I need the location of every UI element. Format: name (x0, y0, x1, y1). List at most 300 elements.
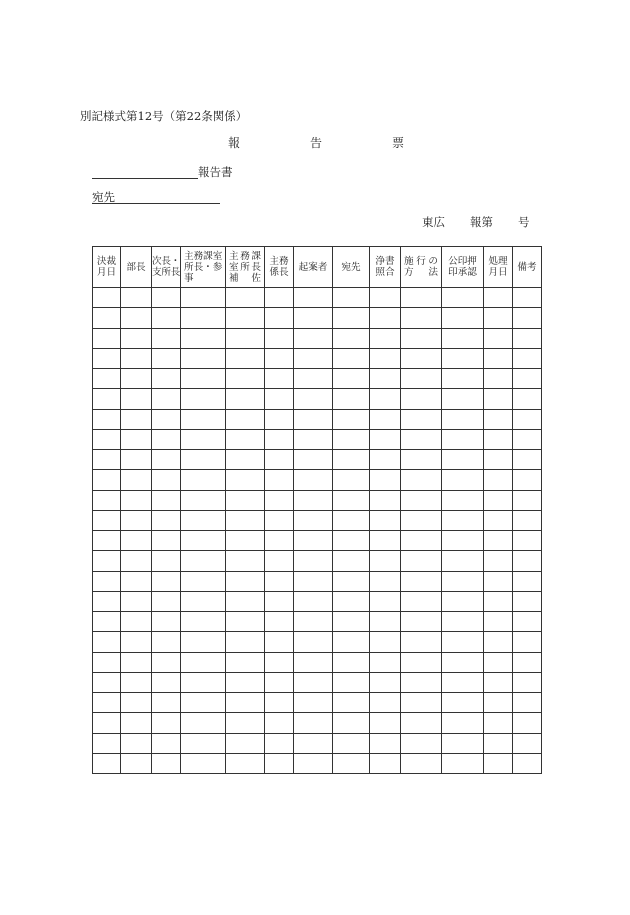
table-cell (181, 713, 226, 733)
table-cell (265, 652, 294, 672)
table-cell (484, 429, 513, 449)
table-row (93, 429, 542, 449)
header-line: 処理 (488, 256, 508, 267)
table-cell (93, 693, 121, 713)
table-row (93, 551, 542, 571)
table-cell (93, 571, 121, 591)
table-cell (484, 693, 513, 713)
table-cell (226, 510, 265, 530)
table-cell (370, 753, 401, 773)
table-cell (401, 409, 442, 429)
table-cell (294, 308, 333, 328)
table-cell (93, 551, 121, 571)
header-line: 宛先 (341, 261, 361, 273)
table-cell (484, 713, 513, 733)
table-cell (513, 672, 542, 692)
table-cell (442, 652, 484, 672)
table-cell (152, 328, 181, 348)
table-cell (265, 348, 294, 368)
table-cell (121, 551, 152, 571)
table-cell (401, 308, 442, 328)
table-cell (442, 369, 484, 389)
table-cell (181, 490, 226, 510)
table-cell (401, 531, 442, 551)
table-cell (294, 612, 333, 632)
table-cell (152, 652, 181, 672)
header-approval-date (93, 247, 121, 288)
table-cell (333, 470, 370, 490)
table-cell (513, 531, 542, 551)
table-cell (93, 429, 121, 449)
table-cell (401, 288, 442, 308)
table-cell (93, 369, 121, 389)
table-cell (226, 328, 265, 348)
table-cell (401, 510, 442, 530)
table-cell (333, 652, 370, 672)
table-cell (121, 429, 152, 449)
table-cell (93, 348, 121, 368)
table-cell (484, 389, 513, 409)
table-cell (93, 652, 121, 672)
table-cell (121, 571, 152, 591)
table-cell (226, 713, 265, 733)
table-cell (226, 348, 265, 368)
table-cell (226, 429, 265, 449)
table-cell (513, 450, 542, 470)
addressee-label: 宛先 (92, 190, 115, 204)
table-cell (442, 612, 484, 632)
table-cell (401, 693, 442, 713)
table-cell (370, 571, 401, 591)
table-cell (401, 591, 442, 611)
table-row (93, 531, 542, 551)
table-cell (121, 328, 152, 348)
approval-table-header (93, 247, 542, 288)
header-line: 方法 (404, 267, 438, 278)
header-line: 部長 (126, 261, 146, 273)
report-label: 報告書 (198, 165, 233, 179)
table-cell (121, 693, 152, 713)
table-cell (513, 470, 542, 490)
table-cell (226, 369, 265, 389)
table-cell (370, 490, 401, 510)
table-cell (93, 531, 121, 551)
table-cell (152, 693, 181, 713)
table-cell (442, 490, 484, 510)
table-cell (226, 612, 265, 632)
table-cell (484, 551, 513, 571)
table-row (93, 753, 542, 773)
table-cell (333, 409, 370, 429)
table-cell (294, 389, 333, 409)
table-cell (401, 369, 442, 389)
table-cell (181, 369, 226, 389)
table-cell (121, 713, 152, 733)
table-cell (333, 753, 370, 773)
table-cell (401, 652, 442, 672)
table-cell (484, 470, 513, 490)
header-remarks (513, 247, 542, 288)
table-cell (401, 348, 442, 368)
table-cell (513, 753, 542, 773)
table-cell (152, 632, 181, 652)
table-cell (442, 348, 484, 368)
table-cell (370, 672, 401, 692)
table-cell (333, 389, 370, 409)
table-cell (370, 429, 401, 449)
table-row (93, 288, 542, 308)
table-cell (226, 450, 265, 470)
table-cell (442, 389, 484, 409)
table-cell (513, 490, 542, 510)
table-cell (401, 571, 442, 591)
table-cell (333, 733, 370, 753)
table-cell (484, 510, 513, 530)
header-line: 所長・参 (184, 261, 223, 273)
table-cell (513, 510, 542, 530)
table-row (93, 450, 542, 470)
table-cell (181, 389, 226, 409)
table-cell (265, 591, 294, 611)
table-cell (265, 369, 294, 389)
table-cell (265, 571, 294, 591)
table-cell (181, 470, 226, 490)
table-cell (484, 733, 513, 753)
table-cell (181, 308, 226, 328)
table-cell (121, 531, 152, 551)
table-cell (152, 429, 181, 449)
table-cell (152, 551, 181, 571)
table-cell (152, 571, 181, 591)
table-cell (513, 551, 542, 571)
table-cell (294, 409, 333, 429)
table-cell (294, 571, 333, 591)
table-cell (152, 713, 181, 733)
table-cell (93, 470, 121, 490)
table-cell (333, 450, 370, 470)
table-cell (294, 450, 333, 470)
document-number-suffix: 号 (518, 215, 530, 229)
table-row (93, 652, 542, 672)
table-cell (333, 288, 370, 308)
table-cell (401, 713, 442, 733)
header-subsection-chief (265, 247, 294, 288)
table-cell (484, 450, 513, 470)
table-row (93, 369, 542, 389)
table-cell (265, 490, 294, 510)
table-cell (370, 551, 401, 571)
table-cell (442, 308, 484, 328)
table-cell (265, 429, 294, 449)
table-cell (181, 693, 226, 713)
table-cell (152, 369, 181, 389)
table-cell (226, 632, 265, 652)
table-cell (442, 672, 484, 692)
table-cell (121, 652, 152, 672)
table-cell (370, 591, 401, 611)
table-cell (442, 733, 484, 753)
table-cell (93, 490, 121, 510)
report-title: 報告票 (228, 136, 475, 150)
table-row (93, 328, 542, 348)
table-cell (401, 632, 442, 652)
table-cell (93, 733, 121, 753)
table-cell (401, 389, 442, 409)
table-cell (401, 490, 442, 510)
table-cell (333, 348, 370, 368)
approval-table-body (93, 288, 542, 774)
table-row (93, 733, 542, 753)
table-cell (333, 551, 370, 571)
table-cell (401, 450, 442, 470)
table-cell (121, 348, 152, 368)
table-cell (513, 713, 542, 733)
table-cell (513, 571, 542, 591)
table-cell (442, 571, 484, 591)
table-cell (513, 632, 542, 652)
table-cell (484, 753, 513, 773)
table-cell (121, 470, 152, 490)
table-cell (265, 470, 294, 490)
table-cell (181, 672, 226, 692)
table-cell (181, 348, 226, 368)
table-cell (93, 753, 121, 773)
table-cell (294, 652, 333, 672)
table-cell (152, 308, 181, 328)
table-cell (294, 753, 333, 773)
table-cell (442, 753, 484, 773)
header-line: 浄書 (375, 256, 395, 267)
table-cell (294, 369, 333, 389)
table-cell (370, 308, 401, 328)
table-cell (333, 693, 370, 713)
table-cell (294, 328, 333, 348)
table-cell (401, 551, 442, 571)
header-line: 施行の (404, 256, 438, 267)
header-line: 月日 (96, 267, 117, 278)
table-cell (181, 612, 226, 632)
table-cell (513, 288, 542, 308)
table-cell (93, 409, 121, 429)
table-cell (484, 369, 513, 389)
table-cell (370, 612, 401, 632)
table-cell (294, 713, 333, 733)
document-number-prefix: 東広 (422, 215, 445, 229)
table-cell (484, 652, 513, 672)
table-row (93, 693, 542, 713)
header-line: 印承認 (448, 267, 477, 278)
table-cell (181, 510, 226, 530)
header-line: 係長 (269, 267, 289, 278)
table-cell (401, 733, 442, 753)
table-cell (294, 429, 333, 449)
table-cell (370, 328, 401, 348)
table-cell (265, 450, 294, 470)
header-line: 公印押 (448, 256, 477, 267)
table-cell (265, 510, 294, 530)
table-cell (333, 632, 370, 652)
table-cell (294, 510, 333, 530)
header-drafter (294, 247, 333, 288)
table-cell (152, 753, 181, 773)
table-cell (333, 429, 370, 449)
table-cell (370, 531, 401, 551)
table-cell (370, 733, 401, 753)
table-cell (370, 470, 401, 490)
table-cell (513, 693, 542, 713)
table-cell (370, 409, 401, 429)
header-line: 主務 (269, 256, 289, 267)
table-cell (265, 389, 294, 409)
header-line: 備考 (517, 261, 537, 273)
table-cell (484, 348, 513, 368)
table-cell (265, 409, 294, 429)
table-cell (121, 753, 152, 773)
table-row (93, 389, 542, 409)
table-cell (333, 328, 370, 348)
table-cell (121, 591, 152, 611)
table-cell (181, 591, 226, 611)
table-row (93, 348, 542, 368)
table-cell (484, 409, 513, 429)
table-row (93, 591, 542, 611)
table-cell (121, 288, 152, 308)
table-cell (93, 450, 121, 470)
table-row (93, 510, 542, 530)
table-cell (370, 510, 401, 530)
table-cell (442, 591, 484, 611)
table-cell (442, 429, 484, 449)
table-row (93, 632, 542, 652)
table-cell (181, 753, 226, 773)
header-line: 月日 (488, 267, 508, 278)
table-cell (152, 450, 181, 470)
table-cell (121, 510, 152, 530)
table-cell (265, 612, 294, 632)
table-cell (121, 450, 152, 470)
table-cell (294, 733, 333, 753)
table-cell (181, 531, 226, 551)
table-cell (226, 693, 265, 713)
table-cell (152, 348, 181, 368)
table-cell (121, 672, 152, 692)
table-cell (484, 308, 513, 328)
table-cell (401, 470, 442, 490)
table-cell (370, 693, 401, 713)
table-cell (93, 389, 121, 409)
table-cell (181, 632, 226, 652)
table-cell (333, 713, 370, 733)
table-cell (294, 632, 333, 652)
table-row (93, 490, 542, 510)
table-cell (513, 308, 542, 328)
table-cell (226, 531, 265, 551)
table-cell (226, 389, 265, 409)
table-cell (265, 733, 294, 753)
table-cell (442, 470, 484, 490)
table-cell (513, 409, 542, 429)
table-cell (152, 733, 181, 753)
table-cell (226, 288, 265, 308)
table-cell (93, 612, 121, 632)
table-cell (226, 409, 265, 429)
header-enforcement-method (401, 247, 442, 288)
table-cell (442, 409, 484, 429)
header-line: 照合 (375, 267, 395, 278)
report-blank-underline (92, 178, 198, 179)
table-cell (93, 672, 121, 692)
table-cell (93, 713, 121, 733)
table-cell (513, 369, 542, 389)
table-cell (442, 531, 484, 551)
table-row (93, 713, 542, 733)
header-line: 主務課 (229, 250, 261, 262)
header-processing-date (484, 247, 513, 288)
table-cell (401, 429, 442, 449)
header-department-head (121, 247, 152, 288)
table-cell (333, 612, 370, 632)
table-cell (513, 389, 542, 409)
header-line: 補佐 (229, 272, 261, 284)
approval-table (92, 246, 542, 774)
table-cell (294, 470, 333, 490)
table-cell (294, 490, 333, 510)
table-cell (152, 510, 181, 530)
table-cell (152, 288, 181, 308)
header-line: 次長・ (152, 256, 180, 267)
header-row (93, 247, 542, 288)
table-cell (401, 672, 442, 692)
table-cell (513, 652, 542, 672)
table-cell (181, 450, 226, 470)
header-line: 起案者 (298, 261, 328, 273)
document-number-middle: 報第 (470, 215, 493, 229)
table-cell (333, 672, 370, 692)
table-cell (226, 551, 265, 571)
table-cell (93, 328, 121, 348)
form-reference-label: 別記様式第12号（第22条関係） (80, 109, 248, 123)
table-row (93, 409, 542, 429)
table-cell (226, 470, 265, 490)
header-addressee (333, 247, 370, 288)
table-cell (265, 672, 294, 692)
table-cell (442, 288, 484, 308)
table-cell (513, 612, 542, 632)
addressee-underline (92, 203, 220, 204)
table-cell (226, 571, 265, 591)
table-cell (121, 409, 152, 429)
table-cell (442, 450, 484, 470)
table-cell (513, 591, 542, 611)
table-cell (93, 632, 121, 652)
header-line: 決裁 (96, 256, 117, 267)
table-cell (152, 531, 181, 551)
table-cell (226, 308, 265, 328)
table-cell (333, 591, 370, 611)
table-cell (265, 713, 294, 733)
table-cell (265, 753, 294, 773)
table-cell (152, 672, 181, 692)
header-deputy-branch-head (152, 247, 181, 288)
header-section-chief-councillor (181, 247, 226, 288)
table-cell (484, 672, 513, 692)
table-cell (121, 369, 152, 389)
table-cell (484, 288, 513, 308)
table-cell (265, 308, 294, 328)
table-cell (265, 288, 294, 308)
table-cell (121, 632, 152, 652)
table-cell (513, 429, 542, 449)
